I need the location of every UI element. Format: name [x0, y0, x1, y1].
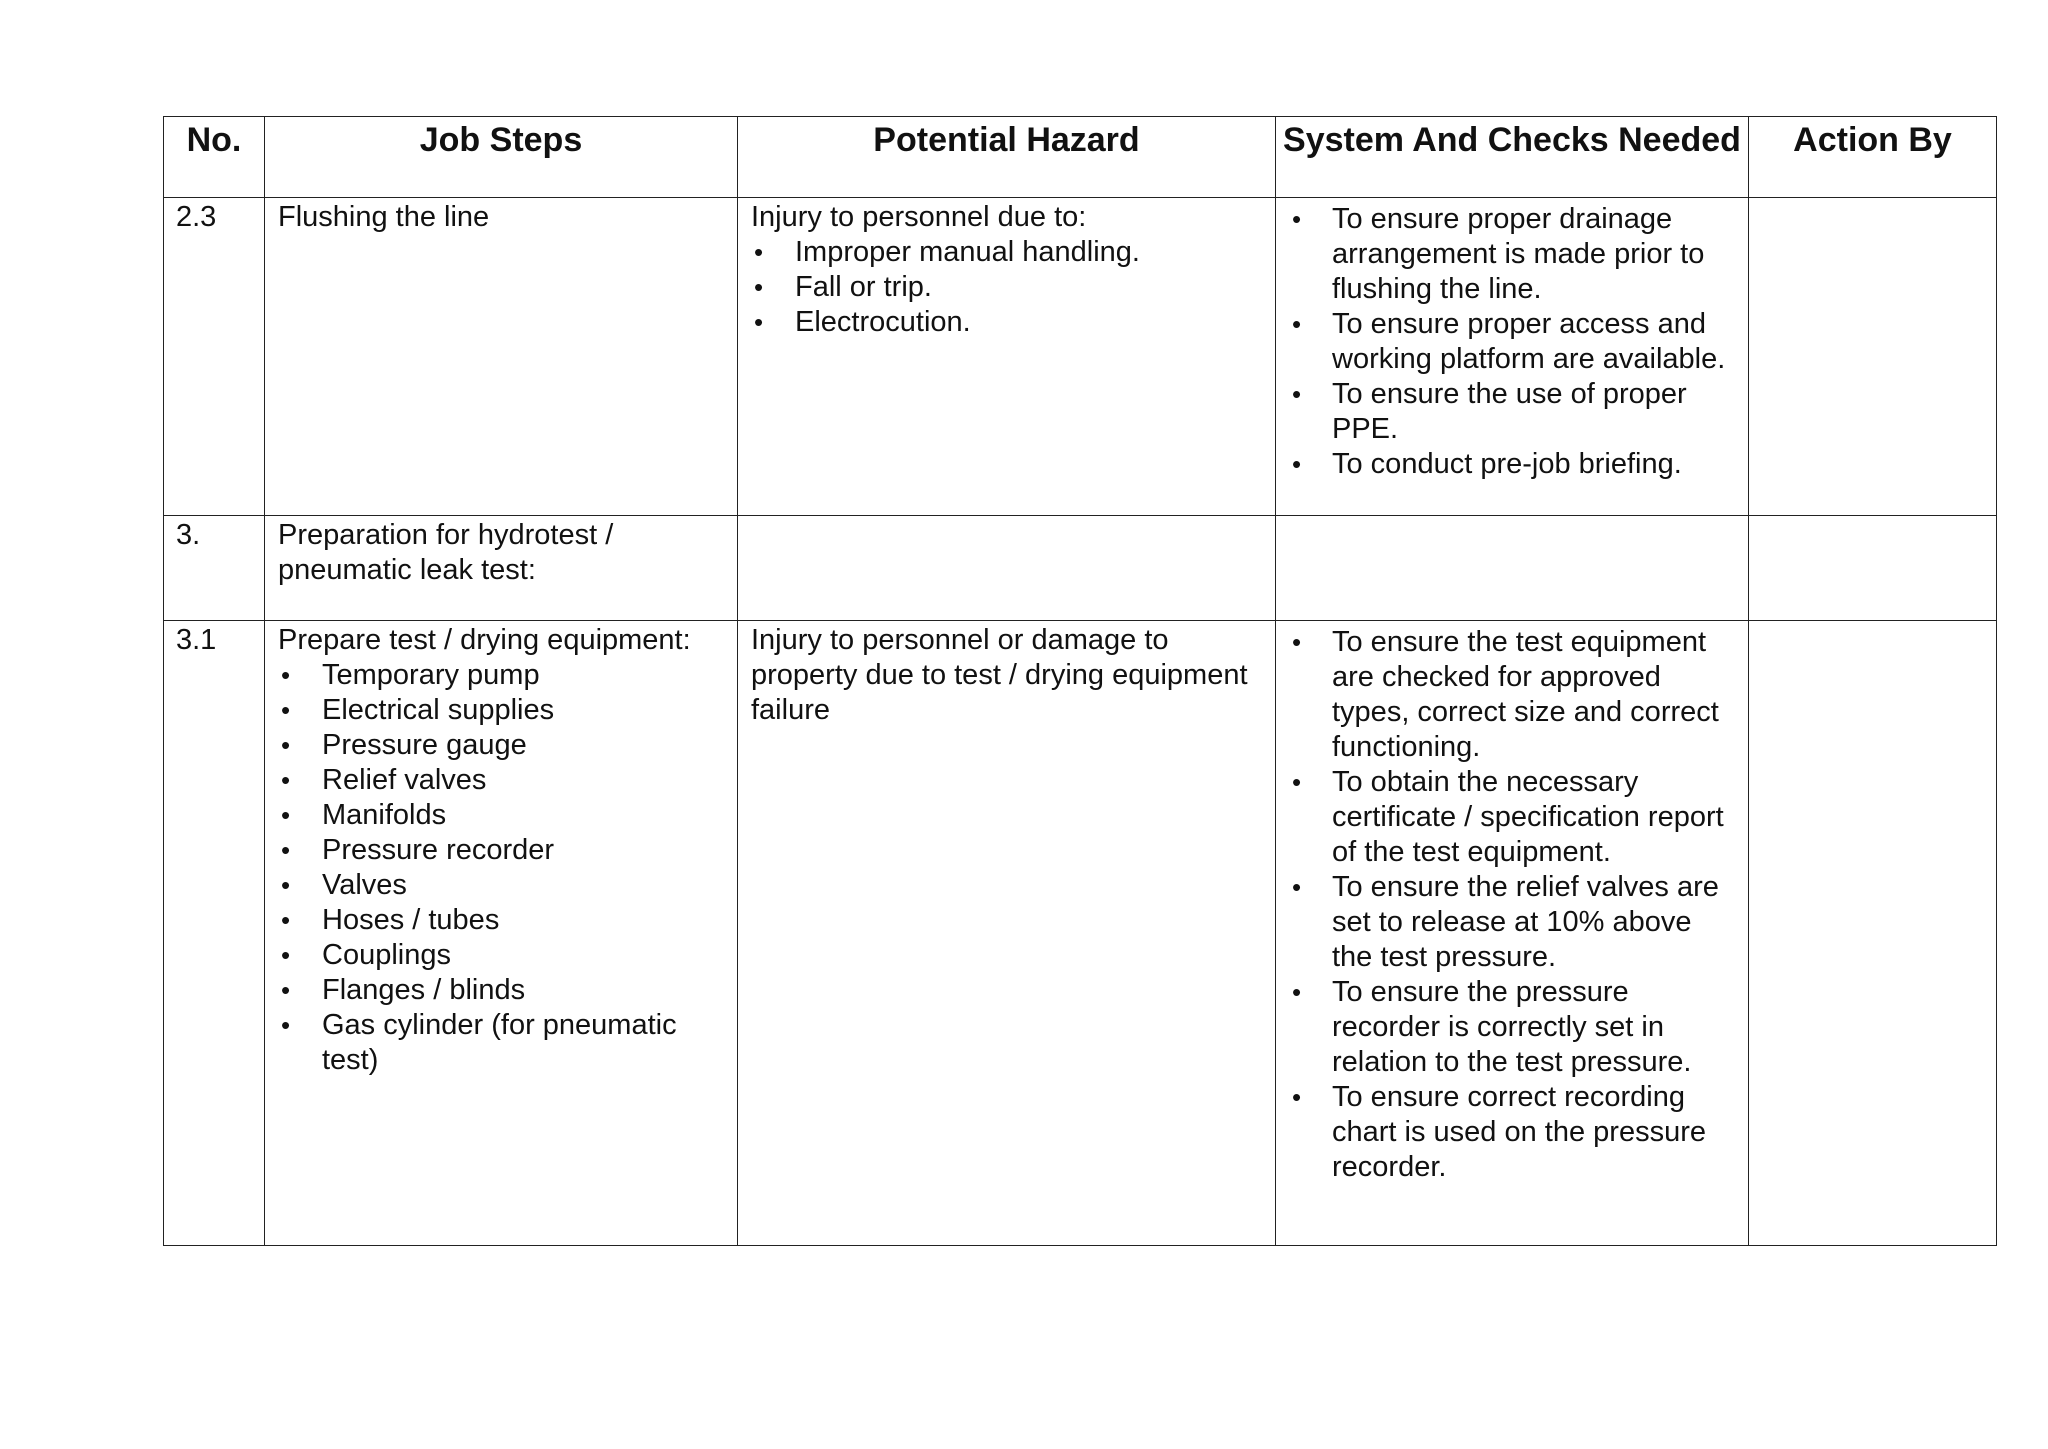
action-by-cell	[1749, 516, 1997, 621]
equipment-item: • Valves	[278, 868, 727, 903]
action-by-cell	[1749, 621, 1997, 1246]
hazard-cell	[738, 198, 1276, 516]
header-action-by: Action By	[1749, 117, 1997, 198]
hazard-cell	[738, 516, 1276, 621]
job-step-text: Preparation for hydrotest / pneumatic leak test:	[278, 519, 614, 586]
equipment-item: • Pressure gauge	[278, 728, 727, 763]
checks-cell	[1276, 621, 1749, 1246]
action-by-cell	[1749, 198, 1997, 516]
equipment-item: • Relief valves	[278, 763, 727, 798]
header-row	[164, 117, 1997, 198]
table-row	[164, 516, 1997, 621]
header-no: No.	[164, 117, 265, 198]
header-potential-hazard: Potential Hazard	[738, 117, 1276, 198]
job-step-cell	[265, 621, 738, 1246]
check-item: • To ensure correct recording chart is used on the pressure recorder.	[1289, 1080, 1738, 1185]
hazard-list	[751, 235, 1265, 340]
check-item: • To ensure the pressure recorder is correctly set in relation to the test pressure.	[1289, 975, 1738, 1080]
hazard-cell	[738, 621, 1276, 1246]
job-step-text: Flushing the line	[278, 201, 490, 233]
equipment-item: • Electrical supplies	[278, 693, 727, 728]
equipment-item: • Gas cylinder (for pneumatic test)	[278, 1008, 727, 1078]
check-item: • To ensure the use of proper PPE.	[1289, 377, 1738, 447]
check-item: • To ensure the relief valves are set to release at 10% above the test pressure.	[1289, 870, 1738, 975]
check-item: • To ensure proper drainage arrangement is made prior to flushing the line.	[1289, 202, 1738, 307]
table-row	[164, 621, 1997, 1246]
equipment-item: • Temporary pump	[278, 658, 727, 693]
equipment-item: • Pressure recorder	[278, 833, 727, 868]
header-system-checks: System And Checks Needed	[1276, 117, 1749, 198]
equipment-item: • Flanges / blinds	[278, 973, 727, 1008]
hazard-item: • Fall or trip.	[751, 270, 1265, 305]
hazard-intro: Injury to personnel or damage to property due to test / drying equipment failure	[751, 624, 1248, 726]
step-number: 3.	[164, 516, 265, 621]
checks-list	[1289, 202, 1738, 482]
table-row	[164, 198, 1997, 516]
equipment-item: • Hoses / tubes	[278, 903, 727, 938]
checks-cell	[1276, 198, 1749, 516]
check-item: • To ensure the test equipment are checked for approved types, correct size and correct functioning.	[1289, 625, 1738, 765]
job-safety-analysis-table	[163, 116, 1997, 1246]
step-number: 2.3	[164, 198, 265, 516]
job-step-text: Prepare test / drying equipment:	[278, 624, 691, 656]
equipment-item: • Manifolds	[278, 798, 727, 833]
checks-cell	[1276, 516, 1749, 621]
hazard-item: • Electrocution.	[751, 305, 1265, 340]
check-item: • To obtain the necessary certificate / specification report of the test equipment.	[1289, 765, 1738, 870]
equipment-list	[278, 658, 727, 1078]
job-step-cell	[265, 198, 738, 516]
job-step-cell	[265, 516, 738, 621]
hazard-intro: Injury to personnel due to:	[751, 201, 1087, 233]
step-number: 3.1	[164, 621, 265, 1246]
check-item: • To ensure proper access and working platform are available.	[1289, 307, 1738, 377]
header-job-steps: Job Steps	[265, 117, 738, 198]
hazard-item: • Improper manual handling.	[751, 235, 1265, 270]
checks-list	[1289, 625, 1738, 1185]
check-item: • To conduct pre-job briefing.	[1289, 447, 1738, 482]
equipment-item: • Couplings	[278, 938, 727, 973]
